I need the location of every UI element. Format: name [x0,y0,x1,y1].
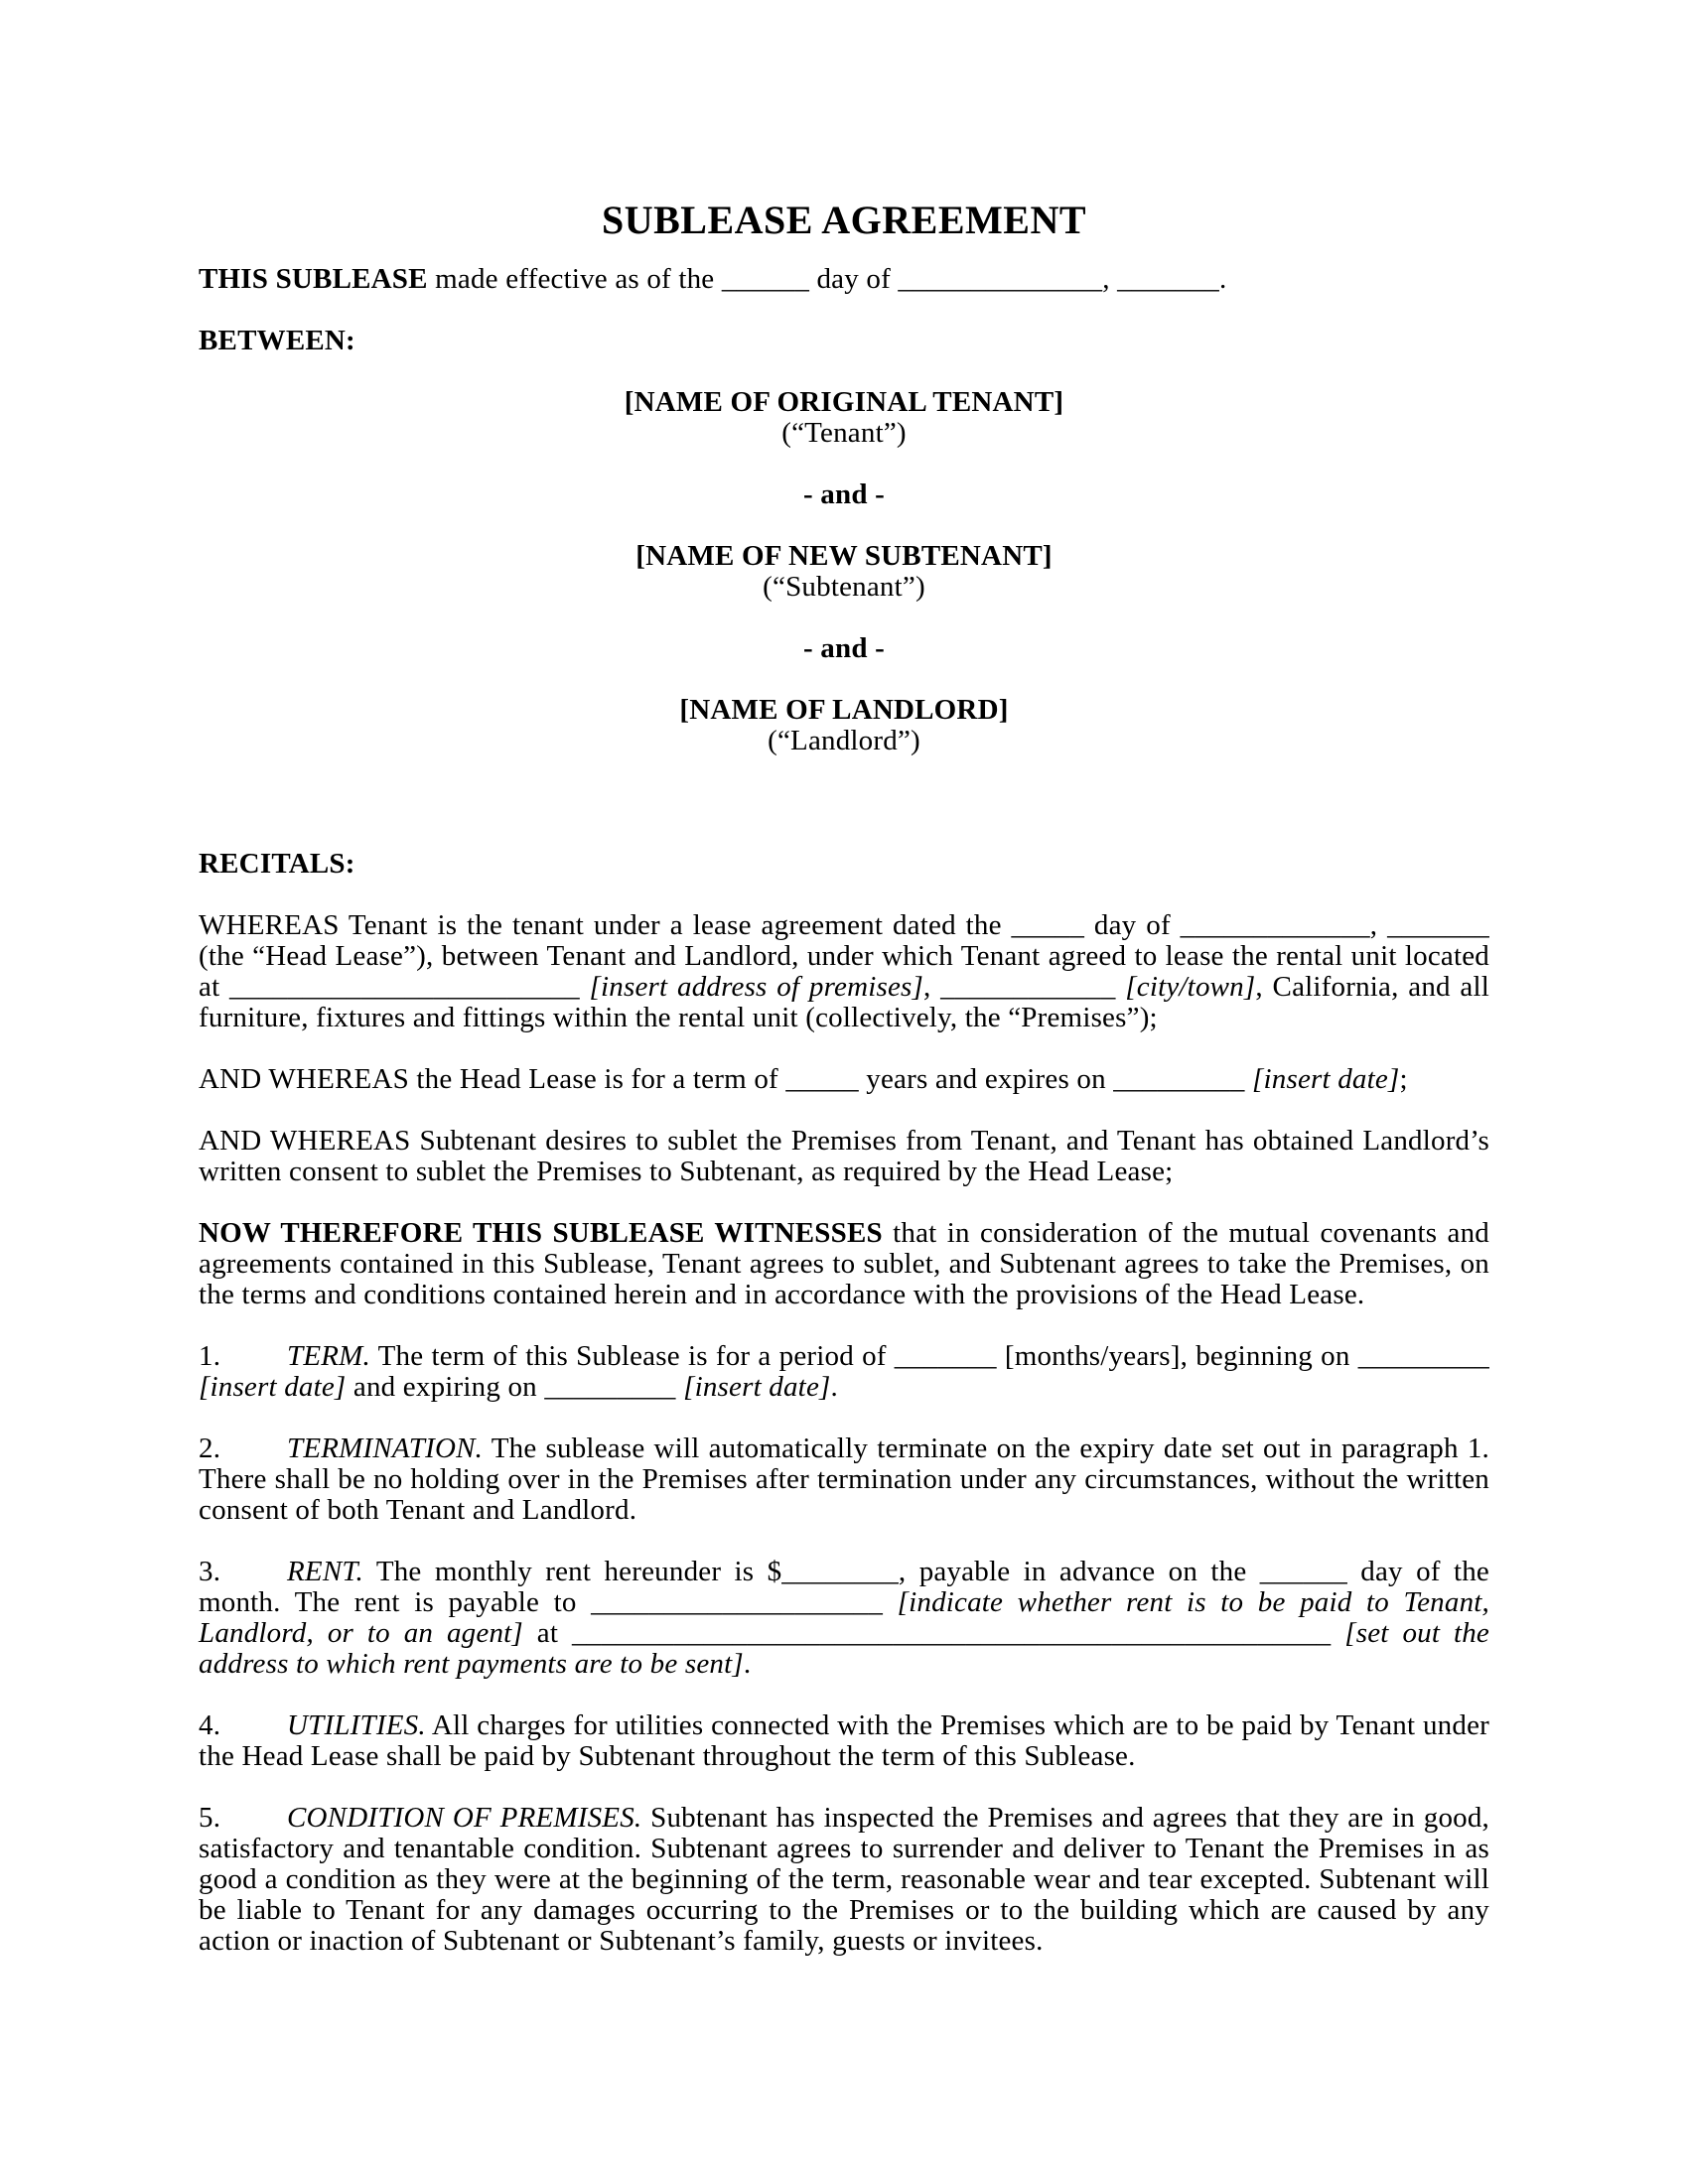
clause-term-number: 1. [199,1340,221,1372]
clause-condition-of-premises [199,1803,1489,1957]
party-name-original-tenant: [NAME OF ORIGINAL TENANT] [624,386,1064,418]
clause-condition-number: 5. [199,1802,221,1834]
clause-rent-body: RENT. The monthly rent hereunder is $________, payable in advance on the ______ day of the month. The rent is payable to ____________________ [indicate whether rent is to be paid to Tenant, Landlord, or to an agent] at ____________________________________________________ [set out the address to which rent payments are to be sent]. [199,1556,1489,1680]
party-alias-landlord: (“Landlord”) [768,725,920,756]
clause-utilities [199,1710,1489,1772]
clause-term [199,1341,1489,1403]
and-separator-1: - and - [803,478,885,510]
clause-utilities-number: 4. [199,1709,221,1741]
recital-now-therefore: NOW THEREFORE THIS SUBLEASE WITNESSES that in consideration of the mutual covenants and agreements contained in this Sublease, Tenant agrees to sublet, and Subtenant agrees to take the Premises, on the terms and conditions contained herein and in accordance with the provisions of the Head Lease. [199,1217,1489,1310]
party-name-new-subtenant: [NAME OF NEW SUBTENANT] [635,540,1053,572]
intro-clause: THIS SUBLEASE made effective as of the ______ day of ______________, _______. [199,263,1227,295]
clause-termination [199,1433,1489,1526]
clause-termination-body: TERMINATION. The sublease will automatically terminate on the expiry date set out in paragraph 1. There shall be no holding over in the Premises after termination under any circumstances, without the written consent of both Tenant and Landlord. [199,1433,1489,1526]
and-separator-2: - and - [803,632,885,664]
recital-whereas-sublet: AND WHEREAS Subtenant desires to sublet the Premises from Tenant, and Tenant has obtained Landlord’s written consent to sublet the Premises to Subtenant, as required by the Head Lease; [199,1125,1489,1187]
recital-whereas-lease: WHEREAS Tenant is the tenant under a lease agreement dated the _____ day of _____________, _______ (the “Head Lease”), between Tenant and Landlord, under which Tenant agreed to lease the rental unit located at ________________________ [insert address of premises], ____________ [city/town], California, and all furniture, fixtures and fittings within the rental unit (collectively, the “Premises”); [199,909,1490,1033]
between-label: BETWEEN: [199,325,355,356]
party-alias-tenant: (“Tenant”) [781,417,907,449]
clause-rent-number: 3. [199,1556,221,1587]
recitals-label: RECITALS: [199,848,355,880]
clause-termination-number: 2. [199,1433,221,1464]
parties-section [199,387,1489,756]
party-alias-subtenant: (“Subtenant”) [763,571,925,603]
clause-rent [199,1557,1489,1680]
clause-utilities-body: UTILITIES. All charges for utilities connected with the Premises which are to be paid by Tenant under the Head Lease shall be paid by Subtenant throughout the term of this Sublease. [199,1709,1489,1772]
party-name-landlord: [NAME OF LANDLORD] [679,694,1009,726]
document-title: SUBLEASE AGREEMENT [601,198,1087,242]
clause-term-body: TERM. The term of this Sublease is for a period of _______ [months/years], beginning on _________ [insert date] and expiring on _________ [insert date]. [199,1340,1489,1403]
recital-whereas-term: AND WHEREAS the Head Lease is for a term of _____ years and expires on _________ [insert date]; [199,1063,1408,1095]
clause-condition-body: CONDITION OF PREMISES. Subtenant has inspected the Premises and agrees that they are in good, satisfactory and tenantable condition. Subtenant agrees to surrender and deliver to Tenant the Premises in as good a condition as they were at the beginning of the term, reasonable wear and tear excepted. Subtenant will be liable to Tenant for any damages occurring to the Premises or to the building which are caused by any action or inaction of Subtenant or Subtenant’s family, guests or invitees. [199,1802,1489,1957]
